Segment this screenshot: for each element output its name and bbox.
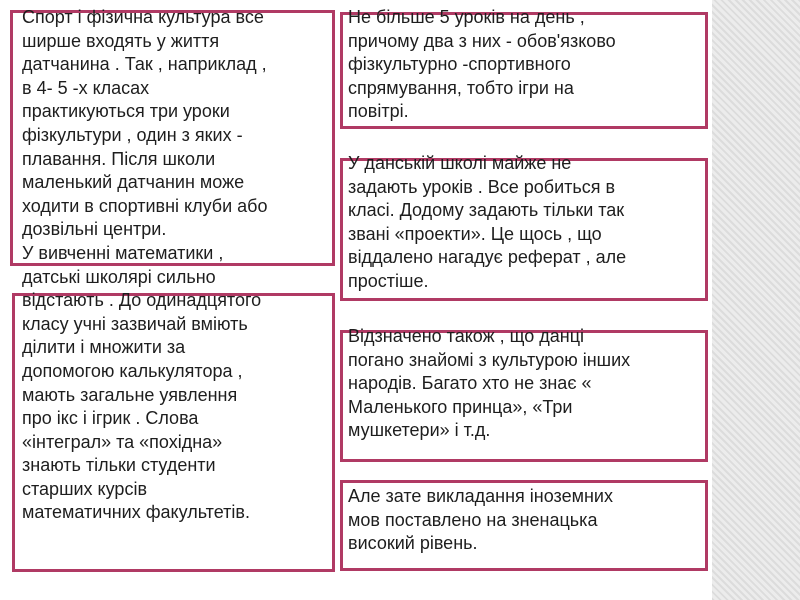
lessons-text: Не більше 5 уроків на день , причому два з них - обов'язково фізкультурно -спортивного спрямування, тобто ігри на повітрі.: [348, 7, 616, 122]
left-column-text: Спорт і фізична культура все ширше входять у життя датчанина . Так , наприклад , в 4- 5 -х класах практикуються три уроки фізкультури , один з яких - плавання. Після школи маленький датчанин може ходити в спортивні клуби або дозвільні центри. У вивченні математики , датські школярі сильно відстають . До одинадцятого класу учні зазвичай вміють ділити і множити за допомогою калькулятора , мають загальне уявлення про ікс і ігрик . Слова «інтеграл» та «похідна» знають тільки студенти старших курсів математичних факультетів.: [22, 7, 268, 523]
homework-text: У данській школі майже не задають уроків . Все робиться в класі. Додому задають тільки так звані «проекти». Це щось , що віддалено нагадує реферат , але простіше.: [348, 153, 627, 291]
languages-text: Але зате викладання іноземних мов поставлено на зненацька високий рівень.: [348, 486, 613, 554]
decorative-stripe: [712, 0, 800, 600]
culture-text: Відзначено також , що данці погано знайомі з культурою інших народів. Багато хто не знає « Маленького принца», «Три мушкетери» і т.д.: [348, 326, 631, 441]
